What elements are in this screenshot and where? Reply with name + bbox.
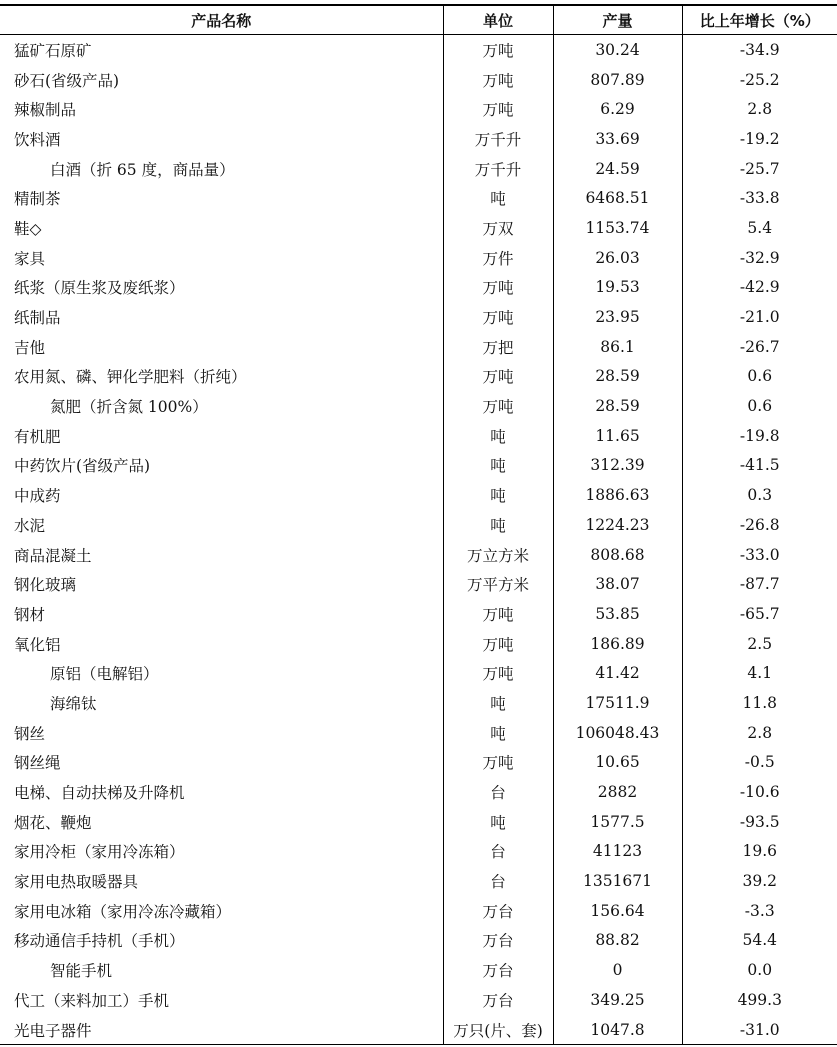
cell-unit: 万立方米 <box>443 540 553 570</box>
table-row <box>0 421 837 451</box>
table-row <box>0 273 837 303</box>
cell-growth: -3.3 <box>682 896 837 926</box>
cell-quantity: 808.68 <box>553 540 682 570</box>
cell-unit: 吨 <box>443 421 553 451</box>
table-header-row <box>0 5 837 35</box>
header-unit: 单位 <box>443 5 553 35</box>
cell-product-name: 钢丝 <box>14 724 46 743</box>
cell-product-name: 代工（来料加工）手机 <box>14 991 170 1010</box>
cell-growth: 11.8 <box>682 688 837 718</box>
table-row <box>0 213 837 243</box>
cell-growth: -10.6 <box>682 777 837 807</box>
cell-product-name: 光电子器件 <box>0 1015 443 1045</box>
cell-product-name: 水泥 <box>14 516 46 535</box>
cell-unit: 万吨 <box>443 629 553 659</box>
cell-product-name: 钢化玻璃 <box>14 576 77 595</box>
cell-quantity: 312.39 <box>553 451 682 481</box>
table-row <box>0 154 837 184</box>
cell-quantity: 26.03 <box>553 243 682 273</box>
table-row <box>0 688 837 718</box>
cell-growth: -87.7 <box>682 569 837 599</box>
table-row <box>0 302 837 332</box>
cell-unit: 万吨 <box>443 302 553 332</box>
cell-quantity: 28.59 <box>553 391 682 421</box>
cell-product-name: 移动通信手持机（手机） <box>14 932 185 951</box>
cell-quantity: 86.1 <box>553 332 682 362</box>
table-row <box>0 362 837 392</box>
table-row <box>0 866 837 896</box>
cell-product-name: 鞋◇ <box>14 219 42 238</box>
cell-unit: 万台 <box>443 955 553 985</box>
cell-growth: 0.6 <box>682 391 837 421</box>
cell-quantity: 807.89 <box>553 65 682 95</box>
cell-product-name: 吉他 <box>14 338 46 357</box>
cell-growth: -42.9 <box>682 273 837 303</box>
cell-unit: 吨 <box>443 183 553 213</box>
cell-unit: 吨 <box>443 510 553 540</box>
cell-growth: 0.6 <box>682 362 837 392</box>
cell-unit: 万吨 <box>443 658 553 688</box>
cell-quantity: 17511.9 <box>553 688 682 718</box>
header-growth: 比上年增长（%） <box>682 5 837 35</box>
table-row <box>0 629 837 659</box>
cell-product-name: 家用电冰箱（家用冷冻冷藏箱） <box>14 902 232 921</box>
cell-unit: 万双 <box>443 213 553 243</box>
cell-quantity: 23.95 <box>553 302 682 332</box>
cell-product-name: 辣椒制品 <box>14 101 77 120</box>
cell-growth: 2.8 <box>682 94 837 124</box>
cell-growth: 0.0 <box>682 955 837 985</box>
header-product-name: 产品名称 <box>0 5 443 35</box>
cell-growth: -19.8 <box>682 421 837 451</box>
cell-quantity: 24.59 <box>553 154 682 184</box>
cell-unit: 万吨 <box>443 748 553 778</box>
cell-product-name: 家用冷柜（家用冷冻箱） <box>14 843 185 862</box>
cell-quantity: 1886.63 <box>553 480 682 510</box>
table-row <box>0 124 837 154</box>
cell-growth: 2.8 <box>682 718 837 748</box>
table-row <box>0 94 837 124</box>
cell-unit: 吨 <box>443 688 553 718</box>
table-row <box>0 391 837 421</box>
cell-quantity: 6468.51 <box>553 183 682 213</box>
cell-product-name: 白酒（折 65 度，商品量） <box>50 160 235 179</box>
table-row <box>0 807 837 837</box>
cell-quantity: 1047.8 <box>553 1015 682 1045</box>
cell-quantity: 186.89 <box>553 629 682 659</box>
cell-growth: -25.2 <box>682 65 837 95</box>
cell-product-name: 商品混凝土 <box>14 546 92 565</box>
cell-product-name: 饮料酒 <box>14 130 61 149</box>
cell-unit: 台 <box>443 866 553 896</box>
cell-product-name: 智能手机 <box>50 962 113 981</box>
cell-growth: -0.5 <box>682 748 837 778</box>
cell-growth: -26.7 <box>682 332 837 362</box>
cell-quantity: 349.25 <box>553 985 682 1015</box>
cell-unit: 万台 <box>443 985 553 1015</box>
cell-quantity: 2882 <box>553 777 682 807</box>
cell-unit: 万吨 <box>443 65 553 95</box>
cell-unit: 万吨 <box>443 391 553 421</box>
cell-unit: 吨 <box>443 718 553 748</box>
cell-quantity: 33.69 <box>553 124 682 154</box>
cell-quantity: 156.64 <box>553 896 682 926</box>
table-row <box>0 955 837 985</box>
cell-product-name: 烟花、鞭炮 <box>14 813 92 832</box>
cell-growth: -25.7 <box>682 154 837 184</box>
cell-growth: -65.7 <box>682 599 837 629</box>
cell-unit: 万件 <box>443 243 553 273</box>
table-row <box>0 183 837 213</box>
cell-product-name: 家用电热取暖器具 <box>14 873 139 892</box>
cell-quantity: 106048.43 <box>553 718 682 748</box>
cell-quantity: 53.85 <box>553 599 682 629</box>
cell-quantity: 11.65 <box>553 421 682 451</box>
cell-quantity: 41123 <box>553 837 682 867</box>
cell-growth: 499.3 <box>682 985 837 1015</box>
cell-unit: 台 <box>443 837 553 867</box>
cell-growth: -33.0 <box>682 540 837 570</box>
table-row <box>0 658 837 688</box>
cell-growth: 39.2 <box>682 866 837 896</box>
cell-quantity: 0 <box>553 955 682 985</box>
cell-quantity: 88.82 <box>553 926 682 956</box>
cell-quantity: 1153.74 <box>553 213 682 243</box>
cell-product-name: 农用氮、磷、钾化学肥料（折纯） <box>14 368 247 387</box>
table-row <box>0 718 837 748</box>
cell-unit: 万吨 <box>443 94 553 124</box>
cell-quantity: 38.07 <box>553 569 682 599</box>
table-row <box>0 451 837 481</box>
table-row <box>0 837 837 867</box>
cell-unit: 万只(片、套) <box>443 1015 553 1045</box>
cell-unit: 吨 <box>443 480 553 510</box>
cell-growth: 5.4 <box>682 213 837 243</box>
cell-quantity: 41.42 <box>553 658 682 688</box>
cell-growth: -33.8 <box>682 183 837 213</box>
cell-quantity: 1351671 <box>553 866 682 896</box>
cell-unit: 万吨 <box>443 362 553 392</box>
cell-product-name: 有机肥 <box>14 427 61 446</box>
cell-growth: -19.2 <box>682 124 837 154</box>
cell-product-name: 电梯、自动扶梯及升降机 <box>14 784 185 803</box>
cell-growth: -21.0 <box>682 302 837 332</box>
cell-unit: 万千升 <box>443 154 553 184</box>
cell-product-name: 钢材 <box>14 605 46 624</box>
cell-growth: 0.3 <box>682 480 837 510</box>
cell-product-name: 砂石(省级产品) <box>14 71 120 90</box>
cell-unit: 万台 <box>443 926 553 956</box>
cell-unit: 万把 <box>443 332 553 362</box>
cell-quantity: 28.59 <box>553 362 682 392</box>
cell-product-name: 钢丝绳 <box>14 754 61 773</box>
header-quantity: 产量 <box>553 5 682 35</box>
cell-growth: 19.6 <box>682 837 837 867</box>
cell-growth: 2.5 <box>682 629 837 659</box>
cell-unit: 吨 <box>443 807 553 837</box>
cell-growth: -34.9 <box>682 35 837 65</box>
table-row <box>0 777 837 807</box>
cell-quantity: 1577.5 <box>553 807 682 837</box>
table-row <box>0 243 837 273</box>
table-row <box>0 1015 837 1045</box>
cell-product-name: 中成药 <box>14 487 61 506</box>
table-row <box>0 985 837 1015</box>
table-row <box>0 896 837 926</box>
cell-product-name: 猛矿石原矿 <box>14 41 92 60</box>
cell-growth: -41.5 <box>682 451 837 481</box>
table-row <box>0 569 837 599</box>
cell-growth: 54.4 <box>682 926 837 956</box>
cell-product-name: 家具 <box>14 249 46 268</box>
cell-growth: -93.5 <box>682 807 837 837</box>
cell-product-name: 原铝（电解铝） <box>50 665 159 684</box>
cell-growth: -32.9 <box>682 243 837 273</box>
cell-product-name: 氧化铝 <box>14 635 61 654</box>
cell-unit: 万千升 <box>443 124 553 154</box>
cell-unit: 吨 <box>443 451 553 481</box>
table-row <box>0 926 837 956</box>
table-row <box>0 510 837 540</box>
cell-product-name: 中药饮片(省级产品) <box>14 457 151 476</box>
table-row <box>0 748 837 778</box>
cell-growth: -31.0 <box>682 1015 837 1045</box>
cell-unit: 万台 <box>443 896 553 926</box>
cell-product-name: 纸浆（原生浆及废纸浆） <box>14 279 185 298</box>
cell-quantity: 19.53 <box>553 273 682 303</box>
cell-growth: -26.8 <box>682 510 837 540</box>
table-row <box>0 480 837 510</box>
cell-quantity: 30.24 <box>553 35 682 65</box>
table-row <box>0 332 837 362</box>
cell-quantity: 6.29 <box>553 94 682 124</box>
table-row <box>0 65 837 95</box>
cell-product-name: 氮肥（折含氮 100%） <box>50 398 208 417</box>
cell-unit: 万吨 <box>443 273 553 303</box>
cell-product-name: 纸制品 <box>14 309 61 328</box>
cell-quantity: 1224.23 <box>553 510 682 540</box>
table-row <box>0 35 837 65</box>
cell-unit: 万吨 <box>443 35 553 65</box>
cell-product-name: 精制茶 <box>14 190 61 209</box>
cell-unit: 万平方米 <box>443 569 553 599</box>
product-output-table <box>0 4 837 1045</box>
table-row <box>0 540 837 570</box>
cell-unit: 万吨 <box>443 599 553 629</box>
cell-quantity: 10.65 <box>553 748 682 778</box>
cell-unit: 台 <box>443 777 553 807</box>
cell-growth: 4.1 <box>682 658 837 688</box>
table-row <box>0 599 837 629</box>
cell-product-name: 海绵钛 <box>50 694 97 713</box>
